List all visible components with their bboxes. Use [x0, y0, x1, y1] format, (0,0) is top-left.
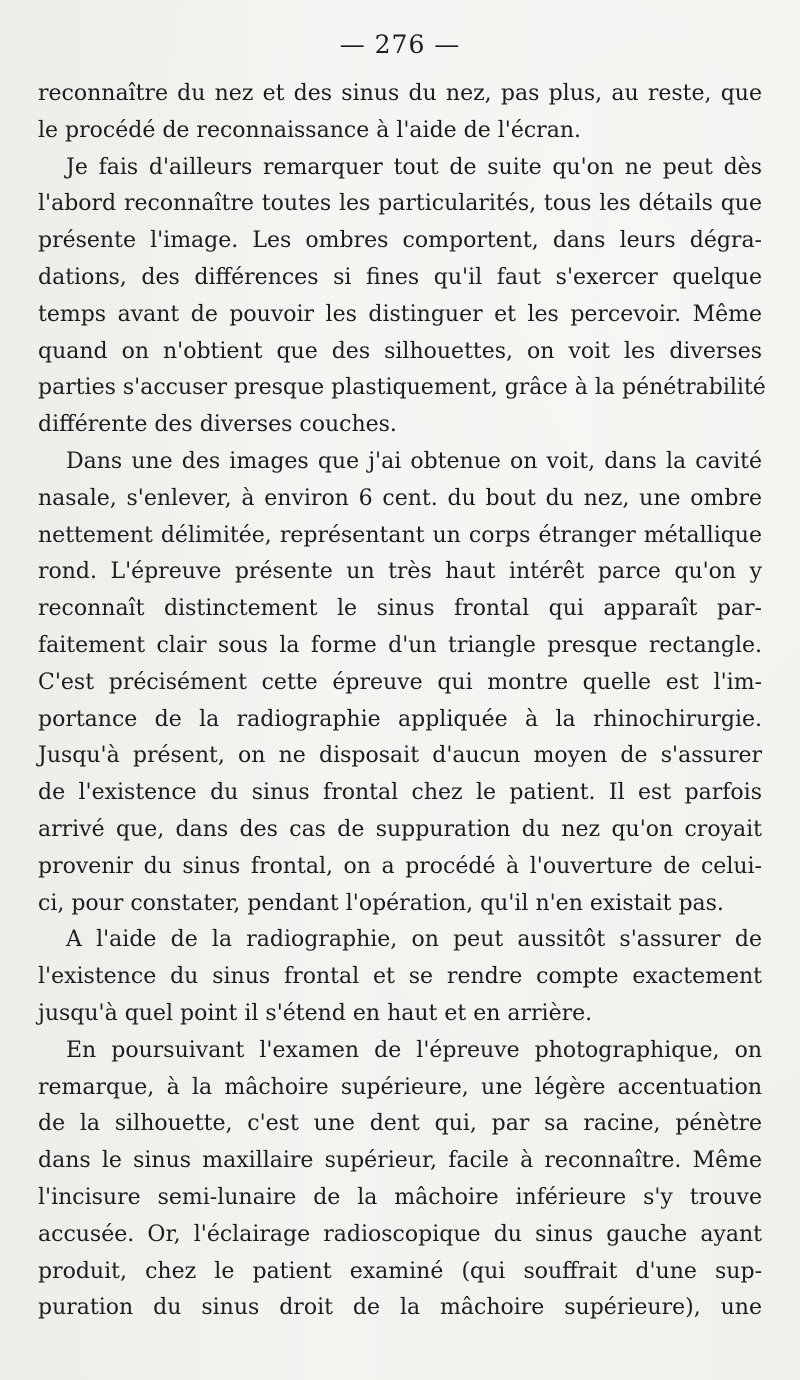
text-line: portance de la radiographie appliquée à la rhinochirurgie.: [38, 706, 762, 732]
text-line: dans le sinus maxillaire supérieur, facile à reconnaître. Même: [38, 1148, 762, 1174]
text-line: Jusqu'à présent, on ne disposait d'aucun moyen de s'assurer: [38, 743, 762, 769]
text-line: parties s'accuser presque plastiquement, grâce à la pénétrabilité: [38, 375, 766, 401]
text-line: de la silhouette, c'est une dent qui, par sa racine, pénètre: [38, 1111, 762, 1137]
text-line: nettement délimitée, représentant un corps étranger métallique: [38, 522, 762, 548]
text-line: Je fais d'ailleurs remarquer tout de suite qu'on ne peut dès: [66, 154, 762, 180]
text-line: rond. L'épreuve présente un très haut intérêt parce qu'on y: [38, 559, 762, 585]
text-line: quand on n'obtient que des silhouettes, on voit les diverses: [38, 338, 762, 364]
text-line: accusée. Or, l'éclairage radioscopique du sinus gauche ayant: [38, 1221, 762, 1247]
text-line: l'incisure semi-lunaire de la mâchoire inférieure s'y trouve: [38, 1184, 762, 1210]
text-line: nasale, s'enlever, à environ 6 cent. du bout du nez, une ombre: [38, 485, 762, 511]
text-line: dations, des différences si fines qu'il faut s'exercer quelque: [38, 264, 762, 290]
body-text: [38, 76, 766, 1327]
text-line: provenir du sinus frontal, on a procédé à l'ouverture de celui-: [38, 853, 762, 879]
text-line: le procédé de reconnaissance à l'aide de l'écran.: [38, 117, 581, 143]
text-line: C'est précisément cette épreuve qui montre quelle est l'im-: [38, 669, 762, 695]
text-line: reconnaît distinctement le sinus frontal qui apparaît par-: [38, 596, 762, 622]
text-line: jusqu'à quel point il s'étend en haut et en arrière.: [38, 1000, 593, 1026]
text-line: remarque, à la mâchoire supérieure, une légère accentuation: [38, 1074, 762, 1100]
text-line: reconnaître du nez et des sinus du nez, pas plus, au reste, que: [38, 81, 762, 106]
text-line: arrivé que, dans des cas de suppuration du nez qu'on croyait: [38, 816, 762, 842]
text-line: présente l'image. Les ombres comportent, dans leurs dégra-: [38, 228, 762, 254]
text-line: produit, chez le patient examiné (qui souffrait d'une sup-: [38, 1258, 762, 1284]
text-line: différente des diverses couches.: [38, 412, 397, 438]
text-line: A l'aide de la radiographie, on peut aussitôt s'assurer de: [66, 927, 762, 953]
text-line: puration du sinus droit de la mâchoire supérieure), une: [38, 1295, 762, 1321]
text-line: En poursuivant l'examen de l'épreuve photographique, on: [66, 1037, 762, 1063]
text-line: l'abord reconnaître toutes les particularités, tous les détails que: [38, 191, 762, 217]
text-line: temps avant de pouvoir les distinguer et les percevoir. Même: [38, 301, 762, 327]
page-number: — 276 —: [339, 30, 461, 59]
text-line: faitement clair sous la forme d'un triangle presque rectangle.: [38, 632, 762, 658]
text-line: ci, pour constater, pendant l'opération, qu'il n'en existait pas.: [38, 890, 724, 916]
text-line: l'existence du sinus frontal et se rendre compte exactement: [38, 964, 762, 990]
text-line: de l'existence du sinus frontal chez le patient. Il est parfois: [38, 780, 762, 806]
text-line: Dans une des images que j'ai obtenue on voit, dans la cavité: [66, 448, 762, 474]
